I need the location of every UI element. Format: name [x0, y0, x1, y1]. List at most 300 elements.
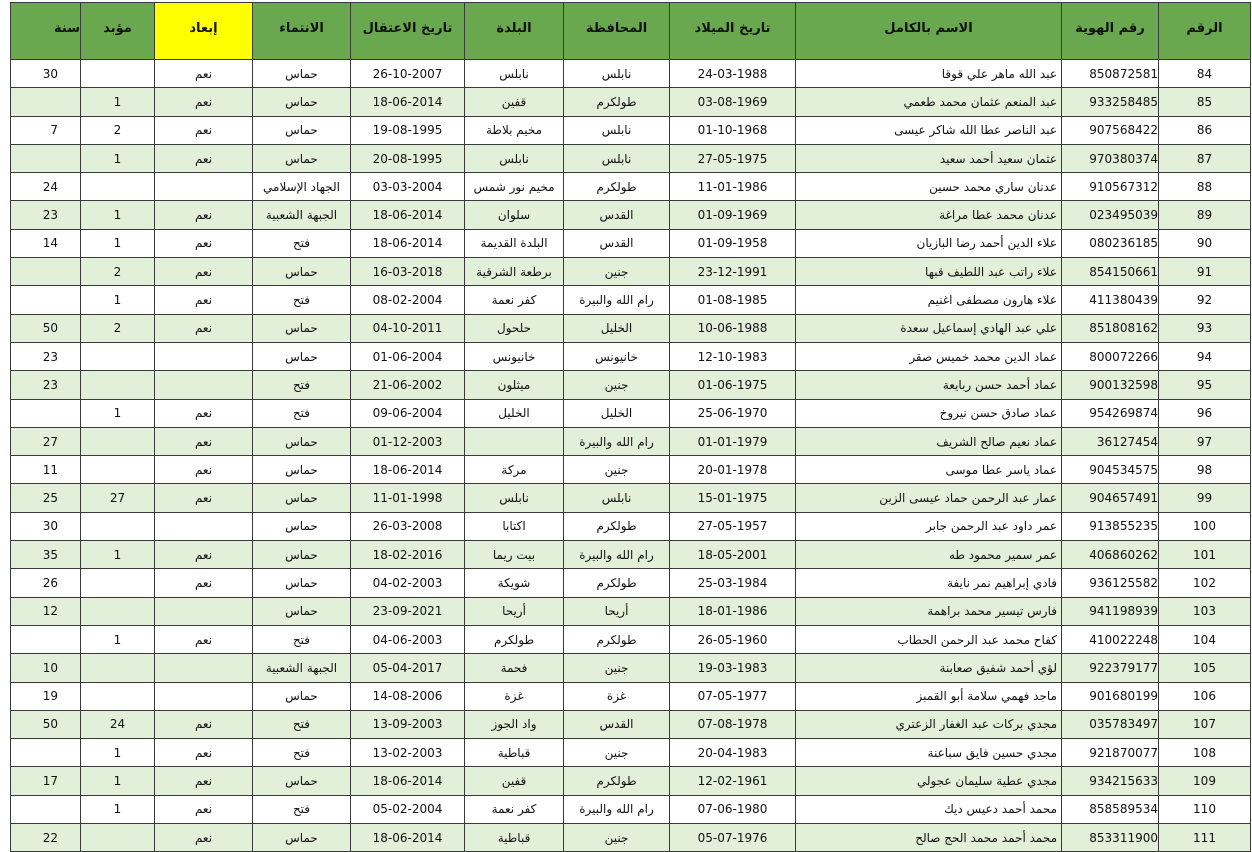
cell-num[interactable]: 94 [1159, 342, 1251, 370]
cell-arrest-date[interactable]: 04-02-2003 [351, 569, 465, 597]
cell-name[interactable]: عبد الناصر عطا الله شاكر عيسى [796, 116, 1062, 144]
cell-name[interactable]: عمر سمير محمود طه [796, 541, 1062, 569]
cell-life-sentence[interactable] [81, 456, 155, 484]
cell-name[interactable]: عبد المنعم عثمان محمد طعمي [796, 88, 1062, 116]
cell-town[interactable]: سلوان [465, 201, 564, 229]
cell-affiliation[interactable]: حماس [253, 314, 351, 342]
cell-birth-date[interactable]: 18-01-1986 [670, 597, 796, 625]
cell-years[interactable] [11, 625, 81, 653]
cell-num[interactable]: 103 [1159, 597, 1251, 625]
cell-arrest-date[interactable]: 04-10-2011 [351, 314, 465, 342]
cell-num[interactable]: 85 [1159, 88, 1251, 116]
cell-life-sentence[interactable]: 1 [81, 739, 155, 767]
cell-exile[interactable]: نعم [155, 60, 253, 88]
cell-birth-date[interactable]: 20-01-1978 [670, 456, 796, 484]
cell-arrest-date[interactable]: 20-08-1995 [351, 144, 465, 172]
cell-governorate[interactable]: جنين [564, 371, 670, 399]
cell-life-sentence[interactable]: 1 [81, 399, 155, 427]
cell-town[interactable]: بيت ريما [465, 541, 564, 569]
cell-arrest-date[interactable]: 18-06-2014 [351, 456, 465, 484]
cell-birth-date[interactable]: 15-01-1975 [670, 484, 796, 512]
cell-exile[interactable]: نعم [155, 824, 253, 852]
cell-years[interactable]: 23 [11, 342, 81, 370]
cell-governorate[interactable]: جنين [564, 824, 670, 852]
cell-num[interactable]: 101 [1159, 541, 1251, 569]
cell-governorate[interactable]: طولكرم [564, 569, 670, 597]
cell-id[interactable]: 934215633 [1062, 767, 1159, 795]
cell-arrest-date[interactable]: 14-08-2006 [351, 682, 465, 710]
cell-num[interactable]: 104 [1159, 625, 1251, 653]
cell-arrest-date[interactable]: 18-06-2014 [351, 201, 465, 229]
cell-years[interactable]: 23 [11, 371, 81, 399]
cell-name[interactable]: علاء راتب عبد اللطيف قبها [796, 258, 1062, 286]
cell-life-sentence[interactable] [81, 512, 155, 540]
cell-birth-date[interactable]: 07-06-1980 [670, 795, 796, 823]
cell-num[interactable]: 90 [1159, 229, 1251, 257]
cell-years[interactable] [11, 144, 81, 172]
cell-town[interactable]: قباطية [465, 824, 564, 852]
cell-governorate[interactable]: جنين [564, 456, 670, 484]
cell-id[interactable]: 800072266 [1062, 342, 1159, 370]
cell-name[interactable]: محمد أحمد دعيس ديك [796, 795, 1062, 823]
cell-town[interactable]: برطعة الشرقية [465, 258, 564, 286]
cell-town[interactable]: أريحا [465, 597, 564, 625]
cell-name[interactable]: كفاح محمد عبد الرحمن الحطاب [796, 625, 1062, 653]
cell-arrest-date[interactable]: 01-12-2003 [351, 427, 465, 455]
cell-affiliation[interactable]: الجبهة الشعبية [253, 654, 351, 682]
cell-id[interactable]: 910567312 [1062, 173, 1159, 201]
cell-arrest-date[interactable]: 18-06-2014 [351, 824, 465, 852]
cell-num[interactable]: 88 [1159, 173, 1251, 201]
cell-affiliation[interactable]: حماس [253, 541, 351, 569]
cell-life-sentence[interactable]: 1 [81, 625, 155, 653]
cell-birth-date[interactable]: 18-05-2001 [670, 541, 796, 569]
header-exile[interactable]: إبعاد [155, 3, 253, 60]
cell-affiliation[interactable]: حماس [253, 767, 351, 795]
cell-birth-date[interactable]: 01-09-1958 [670, 229, 796, 257]
cell-affiliation[interactable]: حماس [253, 144, 351, 172]
cell-years[interactable]: 23 [11, 201, 81, 229]
cell-id[interactable]: 941198939 [1062, 597, 1159, 625]
cell-life-sentence[interactable] [81, 173, 155, 201]
cell-num[interactable]: 93 [1159, 314, 1251, 342]
cell-num[interactable]: 92 [1159, 286, 1251, 314]
cell-num[interactable]: 98 [1159, 456, 1251, 484]
cell-town[interactable]: حلحول [465, 314, 564, 342]
cell-id[interactable]: 907568422 [1062, 116, 1159, 144]
cell-years[interactable]: 10 [11, 654, 81, 682]
cell-governorate[interactable]: جنين [564, 739, 670, 767]
cell-id[interactable]: 904657491 [1062, 484, 1159, 512]
cell-id[interactable]: 904534575 [1062, 456, 1159, 484]
cell-name[interactable]: فارس تيسير محمد براهمة [796, 597, 1062, 625]
cell-life-sentence[interactable] [81, 371, 155, 399]
cell-name[interactable]: عماد أحمد حسن ربايعة [796, 371, 1062, 399]
cell-years[interactable]: 30 [11, 60, 81, 88]
cell-exile[interactable] [155, 654, 253, 682]
cell-exile[interactable] [155, 682, 253, 710]
cell-arrest-date[interactable]: 26-10-2007 [351, 60, 465, 88]
cell-num[interactable]: 87 [1159, 144, 1251, 172]
cell-governorate[interactable]: جنين [564, 258, 670, 286]
cell-name[interactable]: عماد الدين محمد خميس صقر [796, 342, 1062, 370]
cell-birth-date[interactable]: 01-10-1968 [670, 116, 796, 144]
cell-affiliation[interactable]: فتح [253, 625, 351, 653]
header-name[interactable]: الاسم بالكامل [796, 3, 1062, 60]
cell-exile[interactable] [155, 342, 253, 370]
cell-exile[interactable]: نعم [155, 88, 253, 116]
cell-arrest-date[interactable]: 08-02-2004 [351, 286, 465, 314]
cell-exile[interactable]: نعم [155, 399, 253, 427]
cell-birth-date[interactable]: 24-03-1988 [670, 60, 796, 88]
cell-life-sentence[interactable]: 2 [81, 258, 155, 286]
cell-affiliation[interactable]: حماس [253, 569, 351, 597]
cell-governorate[interactable]: خانيونس [564, 342, 670, 370]
cell-arrest-date[interactable]: 13-02-2003 [351, 739, 465, 767]
cell-birth-date[interactable]: 11-01-1986 [670, 173, 796, 201]
cell-num[interactable]: 102 [1159, 569, 1251, 597]
cell-id[interactable]: 411380439 [1062, 286, 1159, 314]
cell-affiliation[interactable]: حماس [253, 427, 351, 455]
cell-life-sentence[interactable] [81, 60, 155, 88]
cell-affiliation[interactable]: فتح [253, 399, 351, 427]
cell-exile[interactable]: نعم [155, 286, 253, 314]
cell-affiliation[interactable]: حماس [253, 824, 351, 852]
cell-town[interactable]: قفين [465, 88, 564, 116]
cell-governorate[interactable]: الخليل [564, 314, 670, 342]
cell-life-sentence[interactable]: 1 [81, 541, 155, 569]
cell-arrest-date[interactable]: 26-03-2008 [351, 512, 465, 540]
cell-arrest-date[interactable]: 18-06-2014 [351, 229, 465, 257]
cell-arrest-date[interactable]: 11-01-1998 [351, 484, 465, 512]
cell-num[interactable]: 95 [1159, 371, 1251, 399]
cell-exile[interactable]: نعم [155, 258, 253, 286]
cell-id[interactable]: 954269874 [1062, 399, 1159, 427]
header-years[interactable]: سنة [11, 3, 81, 60]
header-arrest-date[interactable]: تاريخ الاعتقال [351, 3, 465, 60]
cell-id[interactable]: 900132598 [1062, 371, 1159, 399]
cell-affiliation[interactable]: حماس [253, 456, 351, 484]
cell-town[interactable]: طولكرم [465, 625, 564, 653]
cell-num[interactable]: 105 [1159, 654, 1251, 682]
cell-governorate[interactable]: جنين [564, 654, 670, 682]
cell-num[interactable]: 96 [1159, 399, 1251, 427]
cell-governorate[interactable]: طولكرم [564, 173, 670, 201]
cell-town[interactable]: كفر نعمة [465, 286, 564, 314]
cell-name[interactable]: مجدي حسين فايق سباعنة [796, 739, 1062, 767]
cell-arrest-date[interactable]: 23-09-2021 [351, 597, 465, 625]
cell-years[interactable]: 35 [11, 541, 81, 569]
cell-life-sentence[interactable]: 1 [81, 201, 155, 229]
cell-town[interactable]: غزة [465, 682, 564, 710]
cell-governorate[interactable]: أريحا [564, 597, 670, 625]
cell-exile[interactable]: نعم [155, 710, 253, 738]
cell-arrest-date[interactable]: 05-04-2017 [351, 654, 465, 682]
cell-exile[interactable]: نعم [155, 569, 253, 597]
cell-id[interactable]: 901680199 [1062, 682, 1159, 710]
cell-years[interactable]: 24 [11, 173, 81, 201]
cell-num[interactable]: 97 [1159, 427, 1251, 455]
cell-birth-date[interactable]: 07-05-1977 [670, 682, 796, 710]
cell-town[interactable]: كفر نعمة [465, 795, 564, 823]
cell-birth-date[interactable]: 01-08-1985 [670, 286, 796, 314]
cell-affiliation[interactable]: حماس [253, 342, 351, 370]
cell-governorate[interactable]: طولكرم [564, 88, 670, 116]
cell-id[interactable]: 080236185 [1062, 229, 1159, 257]
cell-id[interactable]: 850872581 [1062, 60, 1159, 88]
cell-num[interactable]: 86 [1159, 116, 1251, 144]
cell-governorate[interactable]: نابلس [564, 116, 670, 144]
cell-town[interactable]: مخيم بلاطة [465, 116, 564, 144]
cell-years[interactable]: 27 [11, 427, 81, 455]
cell-exile[interactable] [155, 173, 253, 201]
cell-governorate[interactable]: طولكرم [564, 767, 670, 795]
cell-years[interactable]: 22 [11, 824, 81, 852]
cell-id[interactable]: 410022248 [1062, 625, 1159, 653]
cell-birth-date[interactable]: 19-03-1983 [670, 654, 796, 682]
cell-life-sentence[interactable]: 1 [81, 88, 155, 116]
cell-name[interactable]: علي عبد الهادي إسماعيل سعدة [796, 314, 1062, 342]
cell-years[interactable]: 50 [11, 314, 81, 342]
cell-town[interactable]: نابلس [465, 60, 564, 88]
cell-num[interactable]: 110 [1159, 795, 1251, 823]
cell-governorate[interactable]: نابلس [564, 60, 670, 88]
cell-num[interactable]: 99 [1159, 484, 1251, 512]
cell-birth-date[interactable]: 01-01-1979 [670, 427, 796, 455]
cell-governorate[interactable]: الخليل [564, 399, 670, 427]
header-governorate[interactable]: المحافظة [564, 3, 670, 60]
cell-exile[interactable]: نعم [155, 739, 253, 767]
cell-birth-date[interactable]: 12-02-1961 [670, 767, 796, 795]
cell-years[interactable] [11, 258, 81, 286]
cell-birth-date[interactable]: 26-05-1960 [670, 625, 796, 653]
cell-life-sentence[interactable] [81, 654, 155, 682]
cell-id[interactable]: 970380374 [1062, 144, 1159, 172]
cell-affiliation[interactable]: حماس [253, 60, 351, 88]
cell-town[interactable]: مخيم نور شمس [465, 173, 564, 201]
cell-life-sentence[interactable]: 1 [81, 286, 155, 314]
cell-affiliation[interactable]: حماس [253, 258, 351, 286]
cell-exile[interactable]: نعم [155, 201, 253, 229]
cell-life-sentence[interactable] [81, 682, 155, 710]
cell-affiliation[interactable]: فتح [253, 739, 351, 767]
cell-exile[interactable]: نعم [155, 484, 253, 512]
cell-arrest-date[interactable]: 18-06-2014 [351, 88, 465, 116]
cell-birth-date[interactable]: 03-08-1969 [670, 88, 796, 116]
cell-arrest-date[interactable]: 16-03-2018 [351, 258, 465, 286]
cell-num[interactable]: 91 [1159, 258, 1251, 286]
cell-years[interactable] [11, 399, 81, 427]
cell-birth-date[interactable]: 20-04-1983 [670, 739, 796, 767]
cell-affiliation[interactable]: حماس [253, 88, 351, 116]
cell-name[interactable]: عبد الله ماهر علي قوقا [796, 60, 1062, 88]
cell-governorate[interactable]: طولكرم [564, 625, 670, 653]
cell-years[interactable]: 14 [11, 229, 81, 257]
cell-town[interactable]: واد الجوز [465, 710, 564, 738]
cell-governorate[interactable]: القدس [564, 201, 670, 229]
cell-birth-date[interactable]: 25-03-1984 [670, 569, 796, 597]
header-town[interactable]: البلدة [465, 3, 564, 60]
cell-life-sentence[interactable] [81, 569, 155, 597]
cell-life-sentence[interactable] [81, 427, 155, 455]
cell-id[interactable]: 853311900 [1062, 824, 1159, 852]
cell-life-sentence[interactable]: 2 [81, 314, 155, 342]
cell-exile[interactable]: نعم [155, 314, 253, 342]
cell-town[interactable]: ميثلون [465, 371, 564, 399]
cell-id[interactable]: 922379177 [1062, 654, 1159, 682]
cell-life-sentence[interactable]: 1 [81, 795, 155, 823]
cell-years[interactable]: 11 [11, 456, 81, 484]
cell-affiliation[interactable]: فتح [253, 229, 351, 257]
cell-birth-date[interactable]: 05-07-1976 [670, 824, 796, 852]
cell-arrest-date[interactable]: 01-06-2004 [351, 342, 465, 370]
cell-id[interactable]: 035783497 [1062, 710, 1159, 738]
cell-num[interactable]: 109 [1159, 767, 1251, 795]
cell-id[interactable]: 023495039 [1062, 201, 1159, 229]
cell-birth-date[interactable]: 25-06-1970 [670, 399, 796, 427]
cell-id[interactable]: 406860262 [1062, 541, 1159, 569]
cell-life-sentence[interactable]: 27 [81, 484, 155, 512]
cell-id[interactable]: 858589534 [1062, 795, 1159, 823]
cell-name[interactable]: مجدي بركات عبد الغفار الزعتري [796, 710, 1062, 738]
cell-town[interactable]: قفين [465, 767, 564, 795]
cell-town[interactable]: مركة [465, 456, 564, 484]
cell-affiliation[interactable]: فتح [253, 371, 351, 399]
cell-id[interactable]: 933258485 [1062, 88, 1159, 116]
cell-arrest-date[interactable]: 18-02-2016 [351, 541, 465, 569]
cell-years[interactable] [11, 286, 81, 314]
header-id[interactable]: رقم الهوية [1062, 3, 1159, 60]
cell-affiliation[interactable]: الجبهة الشعبية [253, 201, 351, 229]
cell-affiliation[interactable]: حماس [253, 116, 351, 144]
cell-arrest-date[interactable]: 18-06-2014 [351, 767, 465, 795]
cell-id[interactable]: 936125582 [1062, 569, 1159, 597]
cell-name[interactable]: فادي إبراهيم نمر نايفة [796, 569, 1062, 597]
cell-life-sentence[interactable]: 1 [81, 144, 155, 172]
cell-affiliation[interactable]: فتح [253, 710, 351, 738]
cell-affiliation[interactable]: حماس [253, 597, 351, 625]
cell-years[interactable] [11, 795, 81, 823]
cell-affiliation[interactable]: فتح [253, 286, 351, 314]
cell-years[interactable]: 50 [11, 710, 81, 738]
cell-arrest-date[interactable]: 19-08-1995 [351, 116, 465, 144]
cell-birth-date[interactable]: 27-05-1975 [670, 144, 796, 172]
cell-governorate[interactable]: نابلس [564, 144, 670, 172]
cell-town[interactable]: البلدة القديمة [465, 229, 564, 257]
cell-birth-date[interactable]: 27-05-1957 [670, 512, 796, 540]
cell-governorate[interactable]: القدس [564, 229, 670, 257]
cell-town[interactable]: فحمة [465, 654, 564, 682]
cell-exile[interactable]: نعم [155, 795, 253, 823]
cell-num[interactable]: 111 [1159, 824, 1251, 852]
header-num[interactable]: الرقم [1159, 3, 1251, 60]
cell-governorate[interactable]: نابلس [564, 484, 670, 512]
cell-name[interactable]: عماد صادق حسن نيروخ [796, 399, 1062, 427]
cell-name[interactable]: مجدي عطية سليمان عجولي [796, 767, 1062, 795]
cell-name[interactable]: ماجد فهمي سلامة أبو القمبز [796, 682, 1062, 710]
cell-town[interactable]: خانيونس [465, 342, 564, 370]
cell-name[interactable]: عمر داود عبد الرحمن جابر [796, 512, 1062, 540]
header-life-sentence[interactable]: مؤبد [81, 3, 155, 60]
cell-town[interactable]: قباطية [465, 739, 564, 767]
cell-id[interactable]: 921870077 [1062, 739, 1159, 767]
cell-num[interactable]: 84 [1159, 60, 1251, 88]
cell-years[interactable]: 19 [11, 682, 81, 710]
cell-years[interactable] [11, 739, 81, 767]
cell-num[interactable]: 107 [1159, 710, 1251, 738]
cell-name[interactable]: عدنان محمد عطا مراغة [796, 201, 1062, 229]
cell-governorate[interactable]: رام الله والبيرة [564, 286, 670, 314]
cell-life-sentence[interactable]: 2 [81, 116, 155, 144]
cell-governorate[interactable]: طولكرم [564, 512, 670, 540]
cell-affiliation[interactable]: حماس [253, 512, 351, 540]
cell-birth-date[interactable]: 07-08-1978 [670, 710, 796, 738]
cell-governorate[interactable]: رام الله والبيرة [564, 541, 670, 569]
cell-governorate[interactable]: غزة [564, 682, 670, 710]
header-affiliation[interactable]: الانتماء [253, 3, 351, 60]
cell-arrest-date[interactable]: 09-06-2004 [351, 399, 465, 427]
cell-name[interactable]: عمار عبد الرحمن حماد عيسى الزبن [796, 484, 1062, 512]
cell-name[interactable]: عثمان سعيد أحمد سعيد [796, 144, 1062, 172]
cell-num[interactable]: 89 [1159, 201, 1251, 229]
cell-name[interactable]: محمد أحمد محمد الحج صالح [796, 824, 1062, 852]
cell-years[interactable]: 25 [11, 484, 81, 512]
cell-exile[interactable] [155, 371, 253, 399]
cell-exile[interactable] [155, 512, 253, 540]
cell-governorate[interactable]: رام الله والبيرة [564, 427, 670, 455]
cell-town[interactable]: اكتابا [465, 512, 564, 540]
cell-town[interactable]: نابلس [465, 484, 564, 512]
cell-exile[interactable] [155, 597, 253, 625]
cell-governorate[interactable]: القدس [564, 710, 670, 738]
cell-life-sentence[interactable] [81, 824, 155, 852]
cell-id[interactable]: 913855235 [1062, 512, 1159, 540]
cell-exile[interactable]: نعم [155, 144, 253, 172]
cell-exile[interactable]: نعم [155, 541, 253, 569]
cell-name[interactable]: عماد ياسر عطا موسى [796, 456, 1062, 484]
cell-town[interactable]: الخليل [465, 399, 564, 427]
cell-birth-date[interactable]: 10-06-1988 [670, 314, 796, 342]
cell-name[interactable]: لؤي أحمد شفيق صعابنة [796, 654, 1062, 682]
cell-governorate[interactable]: رام الله والبيرة [564, 795, 670, 823]
cell-life-sentence[interactable]: 1 [81, 767, 155, 795]
cell-years[interactable] [11, 88, 81, 116]
cell-arrest-date[interactable]: 21-06-2002 [351, 371, 465, 399]
cell-years[interactable]: 17 [11, 767, 81, 795]
cell-exile[interactable]: نعم [155, 229, 253, 257]
cell-life-sentence[interactable] [81, 597, 155, 625]
cell-life-sentence[interactable]: 24 [81, 710, 155, 738]
cell-exile[interactable]: نعم [155, 767, 253, 795]
cell-years[interactable]: 7 [11, 116, 81, 144]
cell-birth-date[interactable]: 12-10-1983 [670, 342, 796, 370]
cell-exile[interactable]: نعم [155, 456, 253, 484]
cell-years[interactable]: 30 [11, 512, 81, 540]
cell-life-sentence[interactable]: 1 [81, 229, 155, 257]
header-birth-date[interactable]: تاريخ الميلاد [670, 3, 796, 60]
cell-name[interactable]: عدنان ساري محمد حسين [796, 173, 1062, 201]
cell-exile[interactable]: نعم [155, 116, 253, 144]
cell-num[interactable]: 100 [1159, 512, 1251, 540]
cell-town[interactable]: نابلس [465, 144, 564, 172]
cell-arrest-date[interactable]: 05-02-2004 [351, 795, 465, 823]
cell-arrest-date[interactable]: 13-09-2003 [351, 710, 465, 738]
cell-town[interactable] [465, 427, 564, 455]
cell-id[interactable]: 854150661 [1062, 258, 1159, 286]
cell-years[interactable]: 26 [11, 569, 81, 597]
cell-life-sentence[interactable] [81, 342, 155, 370]
cell-arrest-date[interactable]: 03-03-2004 [351, 173, 465, 201]
